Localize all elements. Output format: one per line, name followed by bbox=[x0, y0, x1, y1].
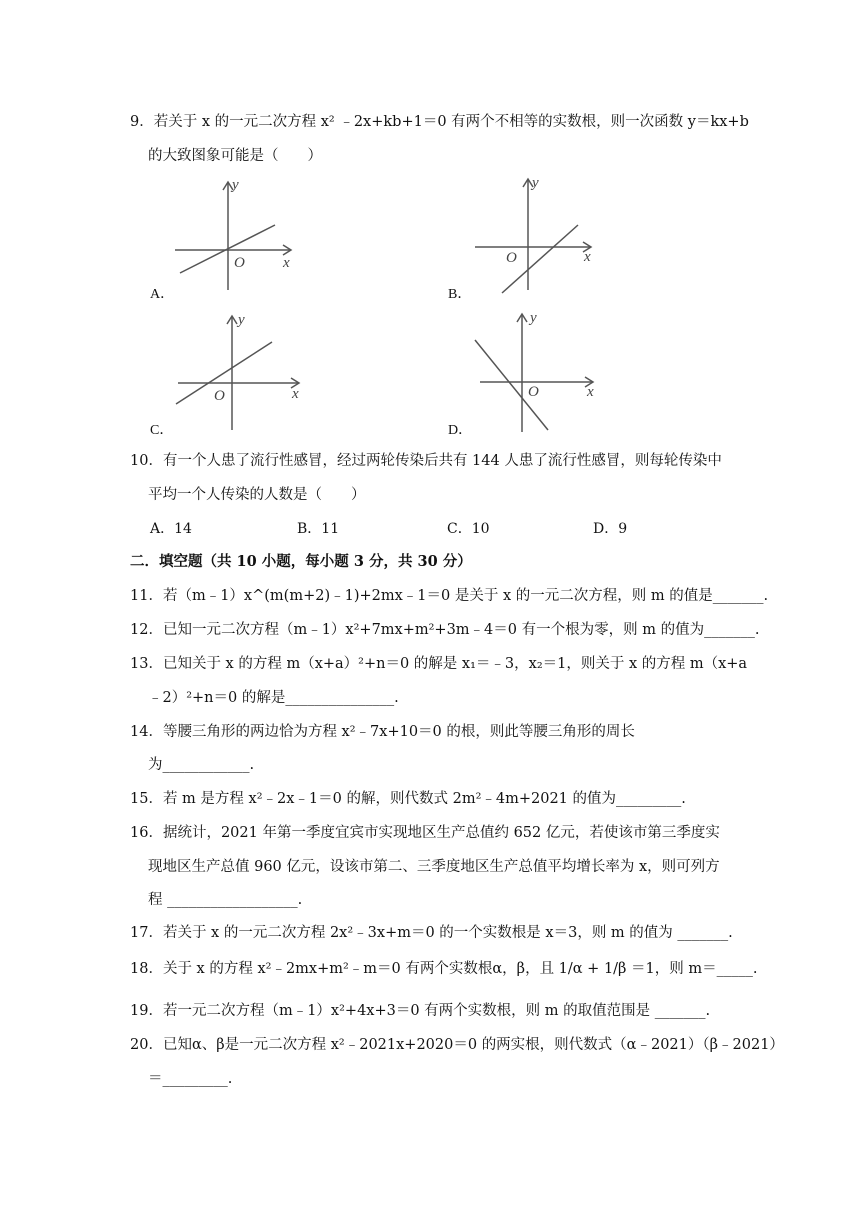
origin-label: O bbox=[214, 388, 225, 404]
q19: 19．若一元二次方程（m﹣1）x²+4x+3＝0 有两个实数根，则 m 的取值范围是 _______. bbox=[130, 1003, 711, 1019]
axis-x-label: x bbox=[292, 386, 299, 402]
choice-d: D．9 bbox=[593, 521, 628, 537]
axis-y-label: y bbox=[530, 310, 537, 326]
choice-a: A．14 bbox=[150, 521, 192, 537]
option-c-label: C． bbox=[150, 423, 174, 438]
axis-x-label: x bbox=[584, 249, 591, 265]
q13-line1: 13．已知关于 x 的方程 m（x+a）²+n＝0 的解是 x₁＝﹣3，x₂＝1，则关于 x 的方程 m（x+a bbox=[130, 656, 748, 672]
axis-x-label: x bbox=[283, 255, 290, 271]
q10-line1: 10．有一个人患了流行性感冒，经过两轮传染后共有 144 人患了流行性感冒，则每轮传染中 bbox=[130, 453, 722, 469]
q14-line1: 14．等腰三角形的两边恰为方程 x²﹣7x+10＝0 的根，则此等腰三角形的周长 bbox=[130, 724, 635, 740]
section-heading: 二．填空题（共 10 小题，每小题 3 分，共 30 分） bbox=[130, 553, 472, 570]
option-d-label: D． bbox=[448, 423, 473, 438]
q9-line1: 9．若关于 x 的一元二次方程 x² ﹣2x+kb+1＝0 有两个不相等的实数根，则一次函数 y＝kx+b bbox=[130, 114, 749, 130]
axis-x-label: x bbox=[587, 384, 594, 400]
q14-line2: 为____________. bbox=[148, 757, 255, 773]
q18: 18．关于 x 的方程 x²﹣2mx+m²﹣m＝0 有两个实数根α，β，且 1/α + 1/β ＝1，则 m＝_____. bbox=[130, 961, 758, 977]
q20-line2: ＝_________. bbox=[148, 1071, 233, 1087]
graph-a bbox=[170, 175, 300, 295]
q17: 17．若关于 x 的一元二次方程 2x²﹣3x+m＝0 的一个实数根是 x＝3，则 m 的值为 _______. bbox=[130, 925, 733, 941]
axis-y-label: y bbox=[532, 175, 539, 191]
q15: 15．若 m 是方程 x²﹣2x﹣1＝0 的解，则代数式 2m²﹣4m+2021 的值为_________. bbox=[130, 791, 686, 807]
q10-line2: 平均一个人传染的人数是（ ） bbox=[148, 487, 366, 503]
q16-line2: 现地区生产总值 960 亿元，设该市第二、三季度地区生产总值平均增长率为 x，则可列方 bbox=[148, 859, 720, 875]
origin-label: O bbox=[506, 250, 517, 266]
q16-line1: 16．据统计，2021 年第一季度宜宾市实现地区生产总值约 652 亿元，若使该市第三季度实 bbox=[130, 825, 720, 841]
origin-label: O bbox=[234, 255, 245, 271]
graph-d bbox=[470, 310, 600, 435]
graph-b bbox=[470, 175, 600, 295]
q9-line2: 的大致图象可能是（ ） bbox=[148, 148, 322, 164]
q13-line2: ﹣2）²+n＝0 的解是_______________. bbox=[148, 690, 399, 706]
choice-b: B．11 bbox=[297, 521, 340, 537]
axis-y-label: y bbox=[238, 312, 245, 328]
option-a-label: A． bbox=[150, 287, 175, 302]
axis-y-label: y bbox=[232, 177, 239, 193]
q12: 12．已知一元二次方程（m﹣1）x²+7mx+m²+3m﹣4＝0 有一个根为零，则 m 的值为_______. bbox=[130, 622, 760, 638]
origin-label: O bbox=[528, 384, 539, 400]
choice-c: C．10 bbox=[447, 521, 490, 537]
q20-line1: 20．已知α、β是一元二次方程 x²﹣2021x+2020＝0 的两实根，则代数式（α﹣2021）（β﹣2021） bbox=[130, 1037, 784, 1053]
q11: 11．若（m﹣1）x^(m(m+2)﹣1)+2mx﹣1＝0 是关于 x 的一元二次方程，则 m 的值是_______. bbox=[130, 588, 769, 604]
option-b-label: B． bbox=[448, 287, 472, 302]
q16-line3: 程 __________________. bbox=[148, 892, 303, 908]
graph-c bbox=[170, 312, 310, 432]
